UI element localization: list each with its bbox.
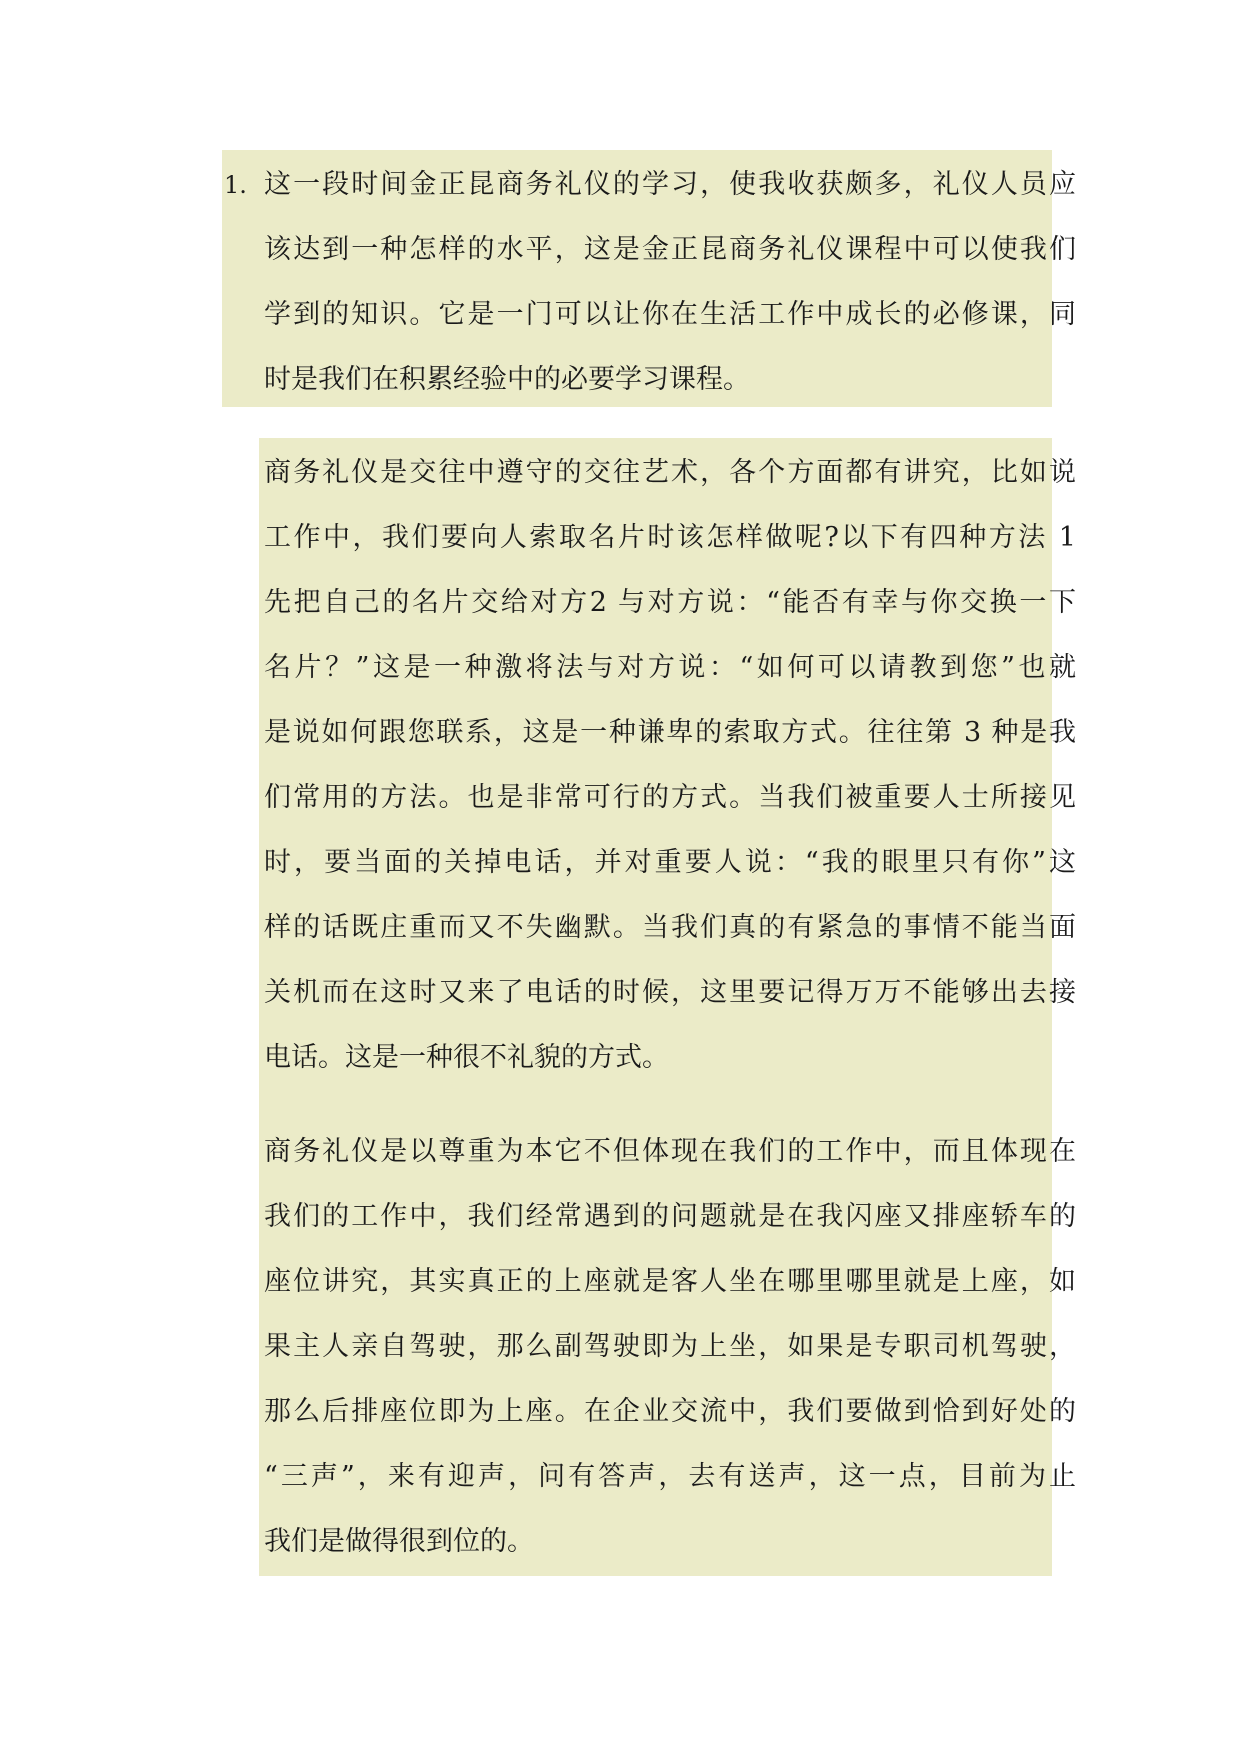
paragraph-3-line: 我们是做得很到位的。 bbox=[264, 1526, 534, 1557]
paragraph-3-line: 座位讲究，其实真正的上座就是客人坐在哪里哪里就是上座，如 bbox=[264, 1266, 1076, 1297]
list-number: 1. bbox=[224, 171, 247, 199]
paragraph-2-line: 是说如何跟您联系，这是一种谦卑的索取方式。往往第 3 种是我 bbox=[264, 717, 1076, 748]
paragraph-3-line: 商务礼仪是以尊重为本它不但体现在我们的工作中，而且体现在 bbox=[264, 1136, 1076, 1167]
item-1-line: 该达到一种怎样的水平，这是金正昆商务礼仪课程中可以使我们 bbox=[264, 234, 1076, 265]
paragraph-2-line: 电话。这是一种很不礼貌的方式。 bbox=[264, 1042, 669, 1073]
item-1-line: 学到的知识。它是一门可以让你在生活工作中成长的必修课，同 bbox=[264, 299, 1076, 330]
paragraph-2-line: 时，要当面的关掉电话，并对重要人说：“我的眼里只有你”这 bbox=[264, 847, 1076, 878]
paragraph-3-line: “三声”，来有迎声，问有答声，去有送声，这一点，目前为止 bbox=[264, 1461, 1076, 1492]
item-1-line: 这一段时间金正昆商务礼仪的学习，使我收获颇多，礼仪人员应 bbox=[264, 169, 1076, 200]
paragraph-2-line: 样的话既庄重而又不失幽默。当我们真的有紧急的事情不能当面 bbox=[264, 912, 1076, 943]
paragraph-2-line: 们常用的方法。也是非常可行的方式。当我们被重要人士所接见 bbox=[264, 782, 1076, 813]
paragraph-3-line: 我们的工作中，我们经常遇到的问题就是在我闪座又排座轿车的 bbox=[264, 1201, 1076, 1232]
paragraph-3-line: 那么后排座位即为上座。在企业交流中，我们要做到恰到好处的 bbox=[264, 1396, 1076, 1427]
paragraph-2-line: 工作中，我们要向人索取名片时该怎样做呢?以下有四种方法 1 bbox=[264, 522, 1076, 553]
paragraph-2-line: 先把自己的名片交给对方2 与对方说：“能否有幸与你交换一下 bbox=[264, 587, 1076, 618]
item-1-line: 时是我们在积累经验中的必要学习课程。 bbox=[264, 364, 750, 395]
paragraph-2-line: 名片？”这是一种激将法与对方说：“如何可以请教到您”也就 bbox=[264, 652, 1076, 683]
paragraph-2-line: 商务礼仪是交往中遵守的交往艺术，各个方面都有讲究，比如说 bbox=[264, 457, 1076, 488]
paragraph-3-line: 果主人亲自驾驶，那么副驾驶即为上坐，如果是专职司机驾驶， bbox=[264, 1331, 1076, 1362]
paragraph-2-line: 关机而在这时又来了电话的时候，这里要记得万万不能够出去接 bbox=[264, 977, 1076, 1008]
